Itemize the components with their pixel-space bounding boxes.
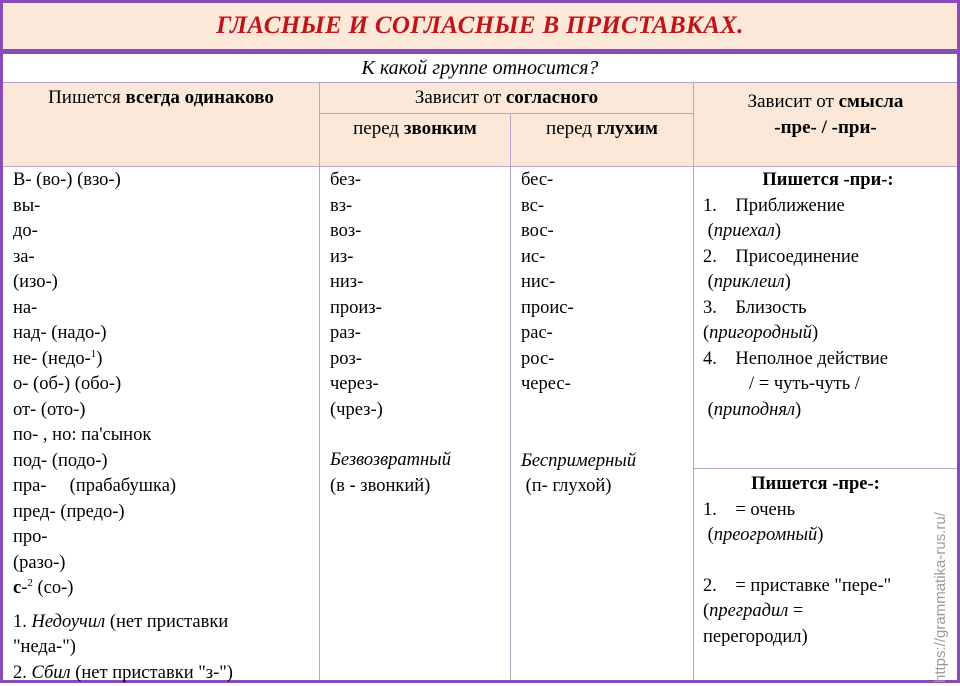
list-item-ne (13, 347, 233, 373)
pri-item-text: Присоединение (735, 247, 859, 267)
pri-example: (приклеил) (703, 270, 953, 296)
list-item: (разо-) (13, 551, 233, 577)
list-item: про- (13, 525, 233, 551)
s-dash: - (21, 578, 27, 598)
list-item: вс- (521, 194, 636, 220)
column-divider-2 (510, 113, 511, 680)
pre-example-rest: = (788, 601, 803, 621)
always-same-list (13, 168, 233, 686)
pri-item-num: 1. (703, 196, 717, 216)
pri-example-word: пригородный (709, 323, 812, 343)
pre-example: (преградил = (703, 599, 928, 625)
voiced-list (330, 168, 451, 499)
header-consonant-bold: согласного (506, 87, 598, 108)
pre-example-word: преогромный (714, 525, 818, 545)
site-watermark (931, 453, 953, 683)
footnote-1 (13, 610, 233, 636)
list-item: произ- (330, 296, 451, 322)
header-voiceless (511, 114, 693, 144)
pri-item-text: Близость (735, 298, 806, 318)
pri-example-word: приехал (714, 221, 775, 241)
list-item: вос- (521, 219, 636, 245)
list-item: черес- (521, 372, 636, 398)
pri-item4-line2: / = чуть-чуть / (703, 372, 953, 398)
header-voiced-prefix: перед (353, 118, 404, 139)
pri-example: (пригородный) (703, 321, 953, 347)
header-always-same-prefix: Пишется (48, 87, 125, 108)
list-item: низ- (330, 270, 451, 296)
list-item: ис- (521, 245, 636, 271)
list-item: под- (подо-) (13, 449, 233, 475)
column-divider-1 (319, 83, 320, 680)
footnote-2-rest: (нет приставки "з-") (71, 663, 233, 683)
list-item: до- (13, 219, 233, 245)
pre-item-text: = приставке "пере-" (735, 576, 891, 596)
pre-section (703, 472, 928, 650)
pre-item-num: 2. (703, 576, 717, 596)
list-item: (чрез-) (330, 398, 451, 424)
list-item: без- (330, 168, 451, 194)
list-item: рас- (521, 321, 636, 347)
meaning-split-line (694, 468, 957, 469)
header-always-same-bold: всегда одинаково (125, 87, 273, 108)
voiceless-example-note: (п- глухой) (521, 474, 636, 500)
s-bold: с (13, 578, 21, 598)
header-bottom-line (3, 166, 957, 167)
pri-example-word: приподнял (714, 400, 795, 420)
header-meaning-bold: смысла (839, 91, 904, 112)
question-band (3, 54, 957, 83)
list-item: В- (во-) (взо-) (13, 168, 233, 194)
footnote-1-rest: (нет приставки (105, 612, 228, 632)
list-item: (изо-) (13, 270, 233, 296)
pri-item (703, 245, 953, 271)
footnote-1-num: 1. (13, 612, 32, 632)
pre-example: (преогромный) (703, 523, 928, 549)
voiced-example: Безвозвратный (330, 448, 451, 474)
list-item: над- (надо-) (13, 321, 233, 347)
voiceless-list (521, 168, 636, 500)
pri-example: (приехал) (703, 219, 953, 245)
pri-item-text: Неполное действие (735, 349, 888, 369)
list-item: вз- (330, 194, 451, 220)
pre-item-text: = очень (735, 500, 795, 520)
pri-item-num: 2. (703, 247, 717, 267)
header-depends-meaning (694, 83, 957, 147)
footnote-2 (13, 661, 233, 686)
ne-footnote-mark: 1 (91, 347, 97, 359)
list-item: по- , но: па'сынок (13, 423, 233, 449)
list-item: нис- (521, 270, 636, 296)
pri-item (703, 296, 953, 322)
subheader-line (320, 113, 694, 114)
list-item: бес- (521, 168, 636, 194)
pre-item (703, 574, 928, 600)
watermark-text: https://grammatika-rus.ru/ (932, 512, 949, 683)
title-band (3, 3, 957, 50)
header-consonant-prefix: Зависит от (415, 87, 506, 108)
pri-item (703, 194, 953, 220)
ne-text: не- (недо- (13, 349, 91, 369)
pre-item2-line3: перегородил) (703, 625, 928, 651)
pri-title: Пишется -при-: (703, 168, 953, 194)
pri-section (703, 168, 953, 423)
pre-title: Пишется -пре-: (703, 472, 928, 498)
list-item: пра- (прабабушка) (13, 474, 233, 500)
list-item: от- (ото-) (13, 398, 233, 424)
header-meaning-prefixes: -пре- / -при- (774, 115, 877, 141)
ne-close: ) (96, 349, 102, 369)
list-item: из- (330, 245, 451, 271)
list-item: роз- (330, 347, 451, 373)
footnote-1-word: Недоучил (32, 612, 106, 632)
header-voiceless-bold: глухим (597, 118, 658, 139)
pri-example-word: приклеил (714, 272, 785, 292)
header-top-line (3, 82, 957, 83)
voiceless-example: Беспримерный (521, 449, 636, 475)
footnote-2-num: 2. (13, 663, 32, 683)
list-item: воз- (330, 219, 451, 245)
pre-item (703, 498, 928, 524)
pri-item-num: 4. (703, 349, 717, 369)
page-title: ГЛАСНЫЕ И СОГЛАСНЫЕ В ПРИСТАВКАХ. (216, 12, 743, 40)
header-voiced (320, 114, 510, 144)
s-tail: (со-) (33, 578, 74, 598)
header-always-same (3, 83, 319, 113)
column-divider-3 (693, 83, 694, 680)
list-item: на- (13, 296, 233, 322)
s-footnote-mark: 2 (27, 577, 33, 589)
header-voiced-bold: звонким (404, 118, 477, 139)
list-item: раз- (330, 321, 451, 347)
list-item: за- (13, 245, 233, 271)
footnote-1-line2: "неда-") (13, 635, 233, 661)
list-item: вы- (13, 194, 233, 220)
voiced-example-note: (в - звонкий) (330, 474, 451, 500)
pre-example-word: преградил (709, 601, 788, 621)
list-item: о- (об-) (обо-) (13, 372, 233, 398)
header-voiceless-prefix: перед (546, 118, 597, 139)
header-meaning-prefix: Зависит от (748, 91, 839, 112)
pri-example: (приподнял) (703, 398, 953, 424)
header-depends-consonant (320, 83, 693, 113)
list-item: пред- (предо-) (13, 500, 233, 526)
pre-item-num: 1. (703, 500, 717, 520)
pri-item-num: 3. (703, 298, 717, 318)
list-item: рос- (521, 347, 636, 373)
pri-item (703, 347, 953, 373)
pri-item-text: Приближение (735, 196, 844, 216)
footnote-2-word: Сбил (32, 663, 71, 683)
list-item: через- (330, 372, 451, 398)
list-item: проис- (521, 296, 636, 322)
question-text: К какой группе относится? (362, 57, 599, 80)
list-item-s (13, 576, 233, 602)
